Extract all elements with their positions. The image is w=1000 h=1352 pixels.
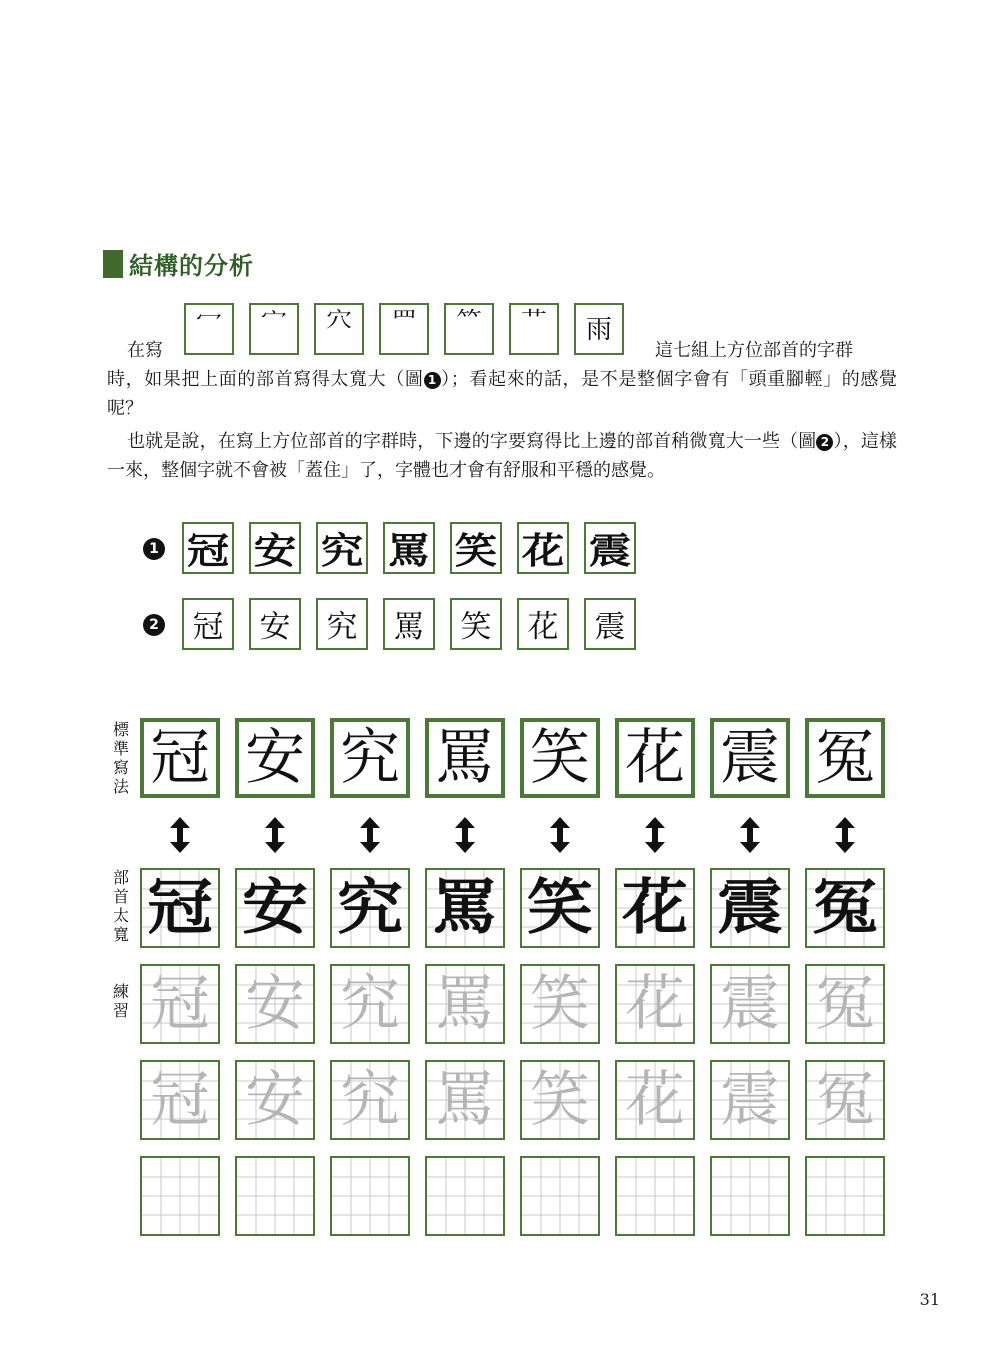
standard-char: 究 (340, 723, 400, 793)
example-char: 冠 (186, 529, 230, 572)
example-2-label: 2 (143, 614, 165, 636)
page-number: 31 (919, 1290, 940, 1309)
paragraph1-text-a: 時，如果把上面的部首寫得太寬大（圖 (107, 369, 424, 390)
empty-practice-cell[interactable] (520, 1156, 600, 1236)
trace-cell[interactable] (615, 964, 695, 1044)
trace-cell[interactable] (235, 964, 315, 1044)
example-row-1 (182, 522, 636, 574)
wide-radical-char: 花 (622, 873, 688, 943)
example-cell (517, 522, 569, 574)
example-char: 震 (594, 608, 626, 645)
trace-char: 究 (340, 1065, 400, 1135)
wide-radical-char: 究 (337, 873, 403, 943)
trace-cell[interactable] (805, 964, 885, 1044)
label-practice-text: 練習 (112, 982, 129, 1020)
trace-cell[interactable] (330, 964, 410, 1044)
up-down-arrow-icon (330, 815, 410, 855)
up-down-arrow-icon (140, 815, 220, 855)
wide-radical-cell (330, 868, 410, 948)
trace-char: 罵 (435, 1065, 495, 1135)
standard-cell (425, 718, 505, 798)
standard-char: 花 (625, 723, 685, 793)
empty-practice-cell[interactable] (710, 1156, 790, 1236)
trace-cell[interactable] (425, 1060, 505, 1140)
trace-char: 冤 (815, 1065, 875, 1135)
wide-radical-char: 安 (242, 873, 308, 943)
example-cell (249, 522, 301, 574)
wide-radical-char: 冠 (147, 873, 213, 943)
example-char: 究 (326, 608, 358, 645)
wide-radical-char: 笑 (527, 873, 593, 943)
radical-char: 穴 (325, 308, 352, 332)
practice-trace-row-1 (140, 964, 885, 1044)
standard-cell (140, 718, 220, 798)
standard-cell (520, 718, 600, 798)
standard-cell (805, 718, 885, 798)
label-standard (110, 720, 132, 796)
example-cell (383, 522, 435, 574)
trace-cell[interactable] (140, 964, 220, 1044)
up-down-arrow-icon (235, 815, 315, 855)
trace-cell[interactable] (805, 1060, 885, 1140)
radical-box (249, 303, 299, 355)
empty-practice-cell[interactable] (330, 1156, 410, 1236)
wide-radical-cell (425, 868, 505, 948)
trace-char: 笑 (530, 969, 590, 1039)
standard-char: 笑 (530, 723, 590, 793)
trace-cell[interactable] (710, 1060, 790, 1140)
wide-radical-cell (235, 868, 315, 948)
section-heading (103, 246, 254, 281)
paragraph1-body (107, 365, 897, 423)
practice-empty-row (140, 1156, 885, 1236)
empty-practice-cell[interactable] (615, 1156, 695, 1236)
label-wide-text: 部首太寬 (112, 868, 129, 944)
arrow-row (140, 815, 885, 855)
trace-char: 安 (245, 969, 305, 1039)
standard-char: 罵 (435, 723, 495, 793)
example-cell (182, 598, 234, 650)
trace-char: 震 (720, 1065, 780, 1135)
trace-char: 究 (340, 969, 400, 1039)
standard-char: 震 (720, 723, 780, 793)
label-wide (110, 868, 132, 944)
trace-char: 花 (625, 1065, 685, 1135)
trace-char: 笑 (530, 1065, 590, 1135)
standard-char: 冠 (150, 723, 210, 793)
radical-char: 宀 (260, 308, 287, 332)
example-cell (316, 522, 368, 574)
radical-char: 冖 (195, 308, 222, 332)
label-standard-text: 標準寫法 (112, 720, 129, 796)
wide-radical-cell (805, 868, 885, 948)
trace-char: 冠 (150, 1065, 210, 1135)
radical-char: 罒 (390, 308, 417, 332)
radical-box (379, 303, 429, 355)
example-char: 笑 (454, 529, 498, 572)
example-cell (182, 522, 234, 574)
example-1-label: 1 (143, 538, 165, 560)
standard-char: 安 (245, 723, 305, 793)
empty-practice-cell[interactable] (235, 1156, 315, 1236)
example-char: 花 (527, 608, 559, 645)
wide-radical-char: 震 (717, 873, 783, 943)
trace-cell[interactable] (425, 964, 505, 1044)
trace-char: 冠 (150, 969, 210, 1039)
practice-trace-row-2 (140, 1060, 885, 1140)
wide-radical-cell (140, 868, 220, 948)
up-down-arrow-icon (520, 815, 600, 855)
example-char: 安 (259, 608, 291, 645)
radical-char: 雨 (585, 315, 612, 345)
trace-char: 罵 (435, 969, 495, 1039)
example-cell (517, 598, 569, 650)
example-char: 罵 (387, 529, 431, 572)
trace-cell[interactable] (140, 1060, 220, 1140)
radical-box (509, 303, 559, 355)
trace-cell[interactable] (615, 1060, 695, 1140)
up-down-arrow-icon (710, 815, 790, 855)
paragraph1-lead: 在寫 (127, 340, 163, 361)
standard-cell (615, 718, 695, 798)
example-cell (450, 598, 502, 650)
wide-radical-cell (520, 868, 600, 948)
trace-cell[interactable] (520, 1060, 600, 1140)
example-cell (249, 598, 301, 650)
standard-row (140, 718, 885, 798)
radical-box (444, 303, 494, 355)
empty-practice-cell[interactable] (805, 1156, 885, 1236)
standard-cell (330, 718, 410, 798)
up-down-arrow-icon (425, 815, 505, 855)
label-practice (110, 982, 132, 1020)
example-char: 笑 (460, 608, 492, 645)
up-down-arrow-icon (615, 815, 695, 855)
radical-box-row (184, 303, 624, 355)
paragraph2 (107, 427, 897, 485)
circled-two-icon: 2 (816, 434, 833, 451)
radical-char: 艹 (520, 308, 547, 332)
trace-cell[interactable] (710, 964, 790, 1044)
trace-cell[interactable] (520, 964, 600, 1044)
wide-radical-char: 冤 (812, 873, 878, 943)
circled-one-icon: 1 (424, 372, 441, 389)
trace-char: 震 (720, 969, 780, 1039)
standard-cell (235, 718, 315, 798)
empty-practice-cell[interactable] (140, 1156, 220, 1236)
example-char: 震 (588, 529, 632, 572)
example-char: 安 (253, 529, 297, 572)
empty-practice-cell[interactable] (425, 1156, 505, 1236)
standard-char: 冤 (815, 723, 875, 793)
wide-radical-row (140, 868, 885, 948)
example-row-2 (182, 598, 636, 650)
radical-char: 𥫗 (455, 308, 482, 332)
example-char: 究 (320, 529, 364, 572)
heading-title: 結構的分析 (129, 251, 254, 280)
trace-cell[interactable] (235, 1060, 315, 1140)
paragraph1-text-b: ）；看起來的話，是不是整個字會有「頭重腳輕」的感覺呢？ (107, 369, 898, 419)
radical-box (574, 303, 624, 355)
wide-radical-cell (710, 868, 790, 948)
up-down-arrow-icon (805, 815, 885, 855)
wide-radical-char: 罵 (432, 873, 498, 943)
example-char: 冠 (192, 608, 224, 645)
example-cell (584, 522, 636, 574)
example-cell (584, 598, 636, 650)
example-char: 花 (521, 529, 565, 572)
paragraph1-tail: 這七組上方位部首的字群 (655, 340, 853, 361)
heading-square-icon (103, 250, 123, 278)
example-char: 罵 (393, 608, 425, 645)
example-cell (316, 598, 368, 650)
example-cell (383, 598, 435, 650)
radical-box (314, 303, 364, 355)
trace-char: 安 (245, 1065, 305, 1135)
wide-radical-cell (615, 868, 695, 948)
paragraph2-text-a: 也就是說，在寫上方位部首的字群時，下邊的字要寫得比上邊的部首稍微寬大一些（圖 (127, 431, 817, 452)
example-cell (450, 522, 502, 574)
trace-cell[interactable] (330, 1060, 410, 1140)
paragraph2-text-b: ），這樣一來，整個字就不會被「蓋住」了，字體也才會有舒服和平穩的感覺。 (107, 431, 898, 481)
standard-cell (710, 718, 790, 798)
radical-box (184, 303, 234, 355)
trace-char: 花 (625, 969, 685, 1039)
trace-char: 冤 (815, 969, 875, 1039)
